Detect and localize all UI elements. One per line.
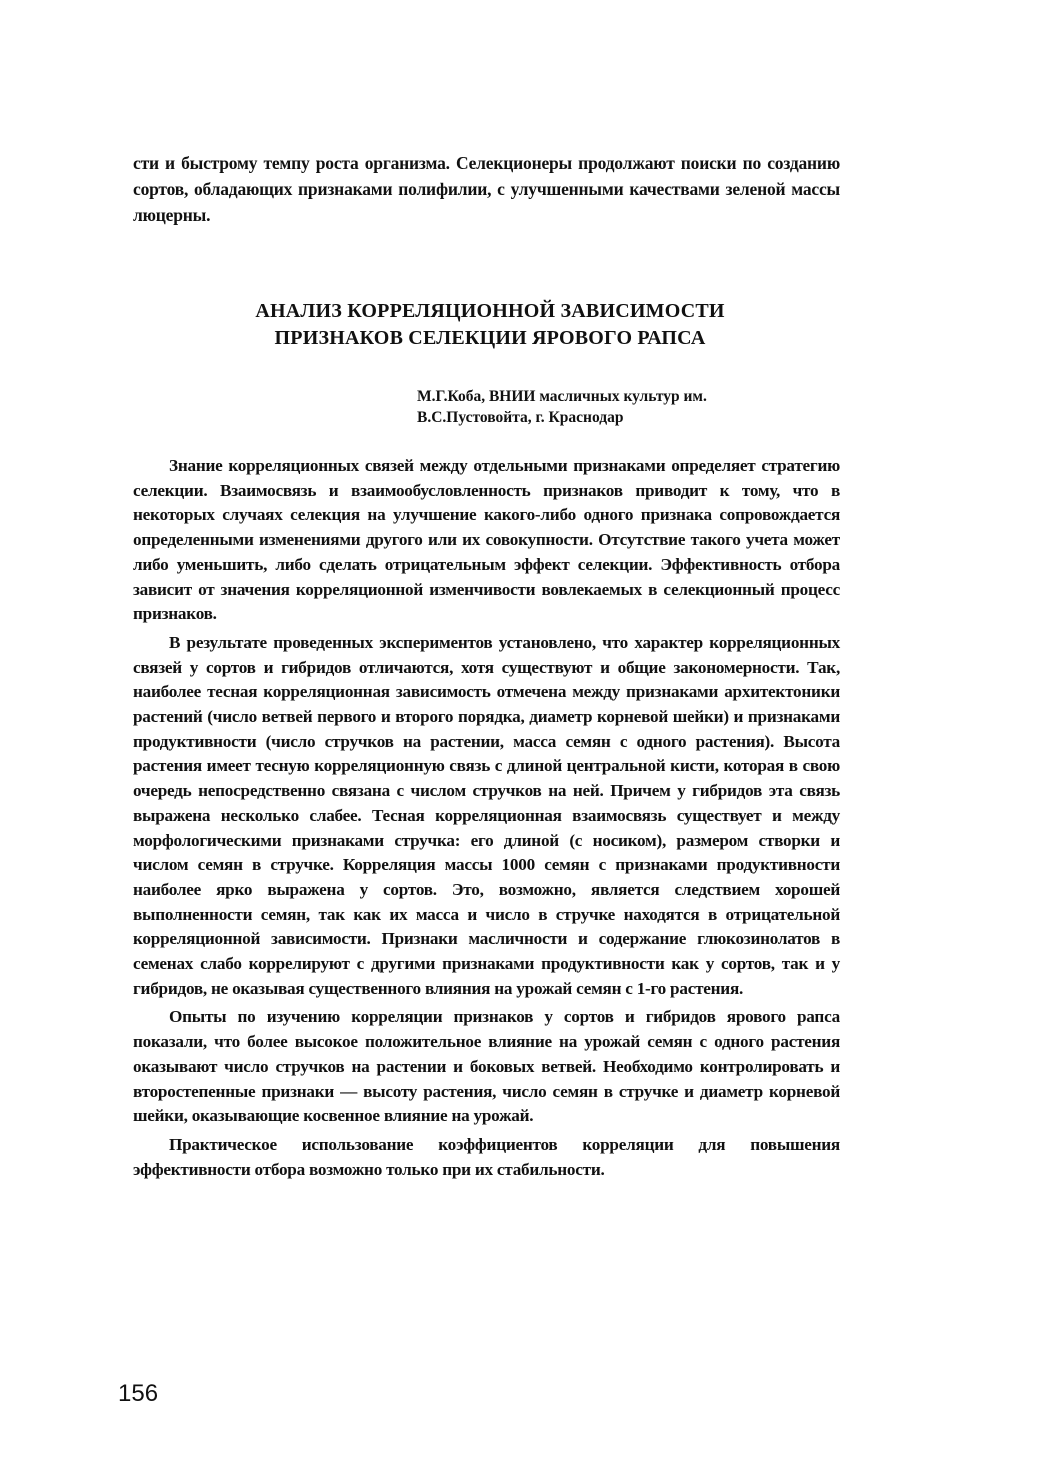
author-line-2: В.С.Пустовойта, г. Краснодар bbox=[417, 409, 624, 426]
title-line-2: ПРИЗНАКОВ СЕЛЕКЦИИ ЯРОВОГО РАПСА bbox=[274, 327, 706, 349]
article-title bbox=[160, 298, 820, 352]
author-affiliation bbox=[417, 386, 837, 428]
lead-paragraph: сти и быстрому темпу роста организма. Селекционеры продолжают поиски по созданию сортов, обладающих признаками полифилии, с улучшенными качествами зеленой массы люцерны. bbox=[133, 153, 840, 225]
article-body bbox=[133, 454, 840, 1186]
body-paragraph: Опыты по изучению корреляции признаков у сортов и гибридов ярового рапса показали, что более высокое положительное влияние на урожай семян с одного растения оказывают число стручков на растении и боковых ветвей. Необходимо контролировать и второстепенные признаки — высоту растения, число семян в стручке и диаметр корневой шейки, оказывающие косвенное влияние на урожай. bbox=[133, 1007, 840, 1126]
author-line-1: М.Г.Коба, ВНИИ масличных культур им. bbox=[417, 388, 707, 405]
body-paragraph: Знание корреляционных связей между отдельными признаками определяет стратегию селекции. Взаимосвязь и взаимообусловленность признаков приводит к тому, что в некоторых случаях селекция на улучшение какого-либо одного признака сопровождается определенными изменениями другого или их совокупности. Отсутствие такого учета может либо уменьшить, либо сделать отрицательным эффект селекции. Эффективность отбора зависит от значения корреляционной изменчивости вовлекаемых в селекционный процесс признаков. bbox=[133, 456, 840, 624]
page-number: 156 bbox=[118, 1380, 159, 1407]
body-paragraph: В результате проведенных экспериментов установлено, что характер корреляционных связей у сортов и гибридов отличаются, хотя существуют и общие закономерности. Так, наиболее тесная корреляционная зависимость отмечена между признаками архитектоники растений (число ветвей первого и второго порядка, диаметр корневой шейки) и признаками продуктивности (число стручков на растении, масса семян с одного растения). Высота растения имеет тесную корреляционную связь с длиной центральной кисти, которая в свою очередь непосредственно связана с числом стручков на ней. Причем у гибридов эта связь выражена несколько слабее. Тесная корреляционная взаимосвязь существует и между морфологическими признаками стручка: его длиной (с носиком), размером створки и числом семян в стручке. Корреляция массы 1000 семян с признаками продуктивности наиболее ярко выражена у сортов. Это, возможно, является следствием хорошей выполненности семян, так как их масса и число в стручке находятся в отрицательной корреляционной зависимости. Признаки масличности и содержание глюкозинолатов в семенах слабо коррелируют с другими признаками продуктивности как у сортов, так и у гибридов, не оказывая существенного влияния на урожай семян с 1-го растения. bbox=[133, 632, 840, 998]
title-line-1: АНАЛИЗ КОРРЕЛЯЦИОННОЙ ЗАВИСИМОСТИ bbox=[255, 300, 725, 322]
body-paragraph: Практическое использование коэффициентов корреляции для повышения эффективности отбора возможно только при их стабильности. bbox=[133, 1134, 840, 1179]
